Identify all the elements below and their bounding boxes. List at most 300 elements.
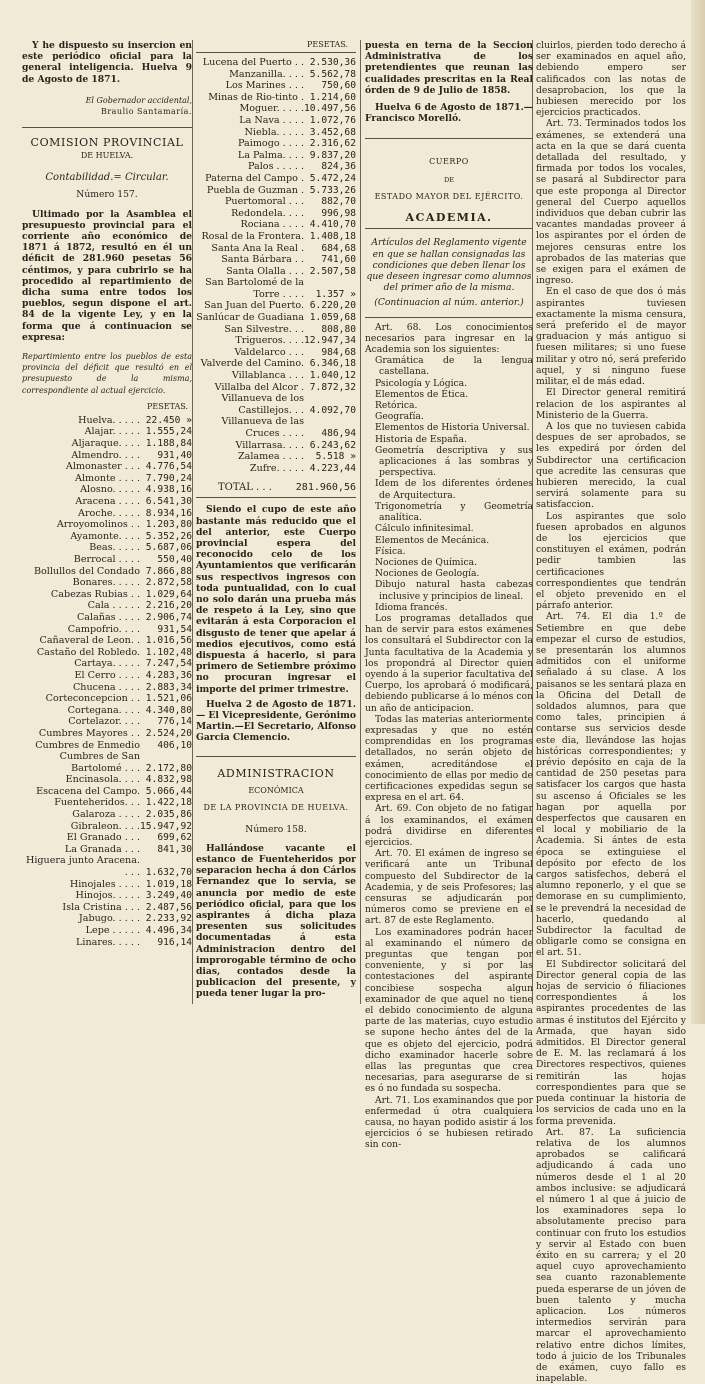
table-row (196, 115, 356, 127)
table-row (22, 774, 192, 786)
town-name: Isla Cristina . . . (62, 901, 141, 913)
total-label: TOTAL . . . (218, 482, 272, 494)
paragraph: Los examinadores podrán hacer al examinando el número de preguntas que tengan por conveniente, y si por las contestaciones del aspirante concibiese sospecha algun examinador de que aquel no tiene el debido conocimiento de alguna parte de las materias, cuyo estudio se supone hecho ántes del de la que es objeto del ejercicio, podrá dicho examinador hacerle sobre ellas las preguntas que crea necesarias, para asegurarse de si es ó no fundada su sospecha. (365, 926, 533, 1095)
table-row (22, 879, 192, 891)
column-rule (360, 40, 361, 1004)
town-name: Santa Olalla . . . (226, 265, 305, 277)
amount: 1.203,80 (145, 519, 192, 531)
town-name: Almonte . . . . (75, 472, 141, 484)
divider (196, 52, 356, 53)
town-name: Hinojos. . . . . (75, 890, 141, 902)
town-name: Los Marines . . . (225, 80, 305, 92)
amount: 6.541,30 (145, 496, 192, 508)
paragraph: Todas las materias anteriormente expresadas y que no estén comprendidas en los programas detallados, no serán objeto de exámen, acreditándose el conocimiento de ellas por medio de certificaciones expedidas segun se expresa en el art. 64. (365, 713, 533, 804)
amount: 2.216,20 (145, 600, 192, 612)
amount: 2.524,20 (145, 727, 192, 739)
table-row (22, 519, 192, 531)
allocation-table (22, 415, 192, 948)
table-row (196, 312, 356, 324)
amount: 841,30 (157, 843, 192, 855)
circular-subtitle: Contabilidad.= Circular. (45, 172, 169, 184)
table-row (22, 508, 192, 520)
amount: 22.450 » (145, 414, 192, 426)
amount: 486,94 (321, 428, 356, 439)
amount: 7.790,24 (145, 472, 192, 484)
amount: 1.422,18 (145, 797, 192, 809)
town-name: Fuenteheridos. . . (54, 797, 141, 809)
column-1 (22, 0, 192, 1024)
town-name: Rosal de la Frontera. (201, 230, 305, 242)
town-name: Aljaraque. . . . (71, 438, 141, 450)
table-row (22, 600, 192, 612)
town-name: Alajar. . . . . (84, 426, 141, 438)
amount: 6.220,20 (309, 300, 356, 312)
divider (196, 756, 356, 757)
town-name: Valverde del Camino. (200, 358, 305, 370)
table-row (22, 658, 192, 670)
amount: 10.497,56 (304, 103, 356, 115)
town-name: Bonares. . . . . (72, 577, 141, 589)
table-row (196, 185, 356, 197)
amount: 741,60 (321, 254, 356, 266)
town-name: Santa Bárbara . . (221, 254, 305, 266)
table-row (196, 254, 356, 266)
table-row (22, 484, 192, 496)
town-name: Calañas . . . . (76, 611, 141, 623)
subject-item: Geometría descriptiva y sus aplicaciones á las sombras y perspectiva. (375, 444, 533, 479)
table-row (196, 219, 356, 231)
notice-signoff: Huelva 6 de Agosto de 1871.— Francisco Morelló. (365, 102, 533, 125)
cuerpo-heading: CUERPO (429, 157, 469, 167)
amount: 1.102,48 (145, 646, 192, 658)
table-row (22, 496, 192, 508)
table-row (22, 682, 192, 694)
amount: 5.518 » (315, 451, 356, 463)
amount: 1.019,18 (145, 878, 192, 890)
table-row (22, 855, 192, 878)
governor-title: El Gobernador accidental, (85, 95, 192, 105)
town-name: Hinojales . . . . (69, 878, 141, 890)
section-heading: COMISION PROVINCIAL (30, 136, 184, 150)
amount: 1.059,68 (309, 312, 356, 324)
amount: 6.243,62 (309, 439, 356, 451)
amount: 4.410,70 (309, 219, 356, 231)
amount: 15.947,92 (140, 820, 192, 832)
admin-subheading: ECONÓMICA (248, 785, 304, 795)
town-name: Escacena del Campo. (36, 785, 141, 797)
unit-header: PESETAS. (307, 40, 348, 49)
amount: 2.507,58 (309, 265, 356, 277)
amount: 2.233,92 (145, 913, 192, 925)
table-row (196, 463, 356, 475)
amount: 3.452,68 (309, 126, 356, 138)
subject-item: Nociones de Química. (375, 556, 477, 568)
table-row (196, 150, 356, 162)
continued-text: puesta en terna de la Seccion Administrativa de los pretendientes que reunan las cualidades prescritas en la Real órden de 9 de Julio de 1858. (365, 40, 533, 96)
divider (365, 228, 533, 229)
amount: 1.072,76 (309, 114, 356, 126)
divider (196, 497, 356, 498)
town-name: Chucena . . . . (72, 681, 141, 693)
table-row (22, 577, 192, 589)
table-row (196, 196, 356, 208)
intro-text: Y he dispuesto su insercion en este periódico oficial para la general inteligencia. Huelva 9 de Agosto de 1871. (22, 40, 192, 85)
table-row (196, 208, 356, 220)
town-name: Santa Ana la Real . (211, 242, 305, 254)
town-name: La Palma. . . . (237, 149, 305, 161)
table-row (22, 751, 192, 774)
table-row (196, 127, 356, 139)
town-name: Cabezas Rubias . . (50, 588, 141, 600)
de-heading: DE (444, 176, 454, 185)
table-row (22, 844, 192, 856)
divider (22, 127, 192, 128)
amount: 2.530,36 (309, 57, 356, 68)
admin-number: Número 158. (245, 823, 307, 835)
town-name: Almendro. . . . (71, 449, 141, 461)
subject-item: Retórica. (375, 400, 418, 412)
section-subheading: DE HUELVA. (80, 151, 134, 161)
amount: 5.352,26 (145, 530, 192, 542)
town-name: Villanueva de las Cruces . . . . (221, 416, 305, 439)
town-name: Niebla. . . . . (244, 126, 305, 138)
town-name: Villanueva de los Castillejos. . . (221, 393, 305, 416)
table-row (22, 426, 192, 438)
amount: 3.249,40 (145, 890, 192, 902)
notice-body: Ultimado por la Asamblea el presupuesto provincial para el corriente año económico de 1871 á 1872, resultó en él un déficit de 281.960 pesetas 56 céntimos, y para cubrirlo se ha procedido al repartimiento de dicha suma entre todos los pueblos, segun dispone el art. 84 de la vigente Ley, y en la forma que á continuacion se expresa: (22, 208, 192, 343)
town-name: Lucena del Puerto . . (202, 57, 305, 68)
admin-heading: ADMINISTRACION (217, 766, 335, 780)
notice-signoff: Huelva 2 de Agosto de 1871.— El Vicepresidente, Gerónimo Martin.—El Secretario, Alfonso Garcia Clemencio. (196, 698, 356, 744)
total-row (196, 482, 356, 493)
column-2 (196, 0, 356, 1024)
table-row (196, 138, 356, 150)
governor-name: Braulio Santamaría. (100, 107, 192, 117)
subject-item: Física. (375, 545, 406, 557)
amount: 996,98 (321, 207, 356, 219)
town-name: Huelva. . . . . (78, 414, 141, 426)
table-row (22, 647, 192, 659)
town-name: Sanlúcar de Guadiana (196, 312, 305, 324)
column-rule (192, 40, 193, 1004)
table-row (22, 925, 192, 937)
subject-item: Idioma francés. (375, 601, 448, 613)
town-name: Arroyomolinos . . (56, 519, 141, 531)
town-name: Campofrio. . . . (67, 623, 141, 635)
amount: 2.872,58 (145, 577, 192, 589)
amount: 12.947,34 (304, 335, 356, 347)
amount: 931,40 (157, 449, 192, 461)
repartimiento-caption: Repartimiento entre los pueblos de esta provincia del déficit que resultó en el presupuesto de la misma, correspondiente al actual ejercicio. (22, 352, 192, 395)
town-name: Ayamonte. . . . (70, 530, 141, 542)
table-row (196, 243, 356, 255)
amount: 4.340,80 (145, 704, 192, 716)
continued-text: cluirlos, pierden todo derecho á ser examinados en aquel año, debiendo empero ser calificados con las notas de desaprobacion, los que la hubiesen merecido por los ejercicios practicados. (536, 40, 686, 119)
amount: 4.776,54 (145, 461, 192, 473)
town-name: Minas de Rio-tinto . (208, 91, 305, 103)
table-row (22, 415, 192, 427)
amount: 824,36 (321, 161, 356, 173)
town-name: Gibraleon. . . . (70, 820, 141, 832)
table-row (196, 57, 356, 69)
table-row (196, 231, 356, 243)
subject-item: Cálculo infinitesimal. (375, 523, 474, 535)
table-row (22, 832, 192, 844)
subject-item: Trigonometría y Geometría analítica. (375, 500, 533, 524)
table-row (196, 69, 356, 81)
table-row (22, 461, 192, 473)
estado-heading: ESTADO MAYOR DEL EJÉRCITO. (374, 192, 524, 202)
amount: 5.066,44 (145, 785, 192, 797)
table-row (22, 670, 192, 682)
subject-item: Dibujo natural hasta cabezas inclusive y principios de lineal. (375, 579, 533, 602)
table-row (22, 821, 192, 833)
amount: 1.408,18 (309, 230, 356, 242)
table-row (22, 554, 192, 566)
town-name: Palos . . . . . (248, 161, 305, 173)
table-row (22, 786, 192, 798)
table-row (196, 80, 356, 92)
town-name: San Silvestre. . . (224, 323, 305, 335)
amount: 406,10 (157, 739, 192, 751)
article-73: Art. 73. Terminados todos los exámenes, se extenderá una acta en la que se dará cuenta detallada del resultado, y firmada por todos los vocales, se pasará al Subdirector para que este proponga al Director general del Cuerpo aquellos individuos que deban cubrir las vacantes mandadas proveer á los aspirantes por el órden de mejores censuras entre los aprobados de las materias que se exigen para el exámen de ingreso. (536, 118, 686, 287)
table-row (22, 589, 192, 601)
town-name: Puertomoral . . . (224, 196, 305, 208)
amount: 750,60 (321, 80, 356, 92)
amount: 2.487,56 (145, 901, 192, 913)
town-name: Encinasola. . . . (65, 774, 141, 786)
town-name: Villarrasa. . . . (235, 439, 305, 451)
town-name: Manzanilla. . . . (229, 68, 305, 80)
subject-item: Gramática de la lengua castellana. (375, 355, 533, 378)
amount: 1.029,64 (145, 588, 192, 600)
amount: 1.040,12 (309, 370, 356, 382)
amount: 4.496,34 (145, 925, 192, 936)
town-name: El Granado . . . (66, 832, 141, 844)
admin-province: DE LA PROVINCIA DE HUELVA. (203, 802, 349, 812)
table-row (22, 450, 192, 462)
amount: 8.934,16 (145, 507, 192, 519)
divider (365, 317, 533, 318)
admin-body: Hallándose vacante el estanco de Fuenteheridos por separacion hecha á don Cárlos Fernandez que lo servia, se anuncia por medio de este periódico oficial, para que los aspirantes á dicha plaza presenten sus solicitudes documentadas á esta Administracion dentro del improrogable término de ocho dias, contados desde la publicacion del presente, y pueda tener lugar la pro- (196, 842, 356, 1000)
article-68: Art. 68. Los conocimientos necesarios para ingresar en la Academia son los siguientes: (365, 321, 533, 356)
town-name: Cumbres de Enmedio (35, 739, 141, 751)
paragraph: Los aspirantes que solo fuesen aprobados en algunos de los ejercicios que constituyen el exámen, podrán pedir tambien las certificaciones correspondientes que tendrán el objeto prevenido en el párrafo anterior. (536, 510, 686, 612)
table-row (22, 809, 192, 821)
table-row (196, 300, 356, 312)
town-name: Berrocal . . . . (73, 554, 141, 565)
town-name: Zufre. . . . . (249, 462, 305, 474)
town-name: San Bartolomé de la Torre . . . . (205, 277, 305, 300)
subject-item: Nociones de Geología. (375, 568, 480, 580)
town-name: Aroche. . . . . (78, 507, 141, 519)
table-row (22, 728, 192, 740)
amount: 2.035,86 (145, 809, 192, 821)
table-row (196, 161, 356, 173)
paragraph: Los programas detallados que han de servir para estos exámenes los consultará el Subdirector con la Junta facultativa de la Academia y los propondrá al Director quien oyendo á la superior facultativa del Cuerpo, los aprobará ó modificará, debiendo publicarse á lo ménos con un año de anticipacion. (365, 612, 533, 714)
column-3 (365, 0, 533, 1151)
paragraph: En el caso de que dos ó más aspirantes tuviesen exactamente la misma censura, será preferido el de mayor graduacion y más antiguo si fuesen militares; si uno fuese militar y otro nó, será preferido aquel, y si ninguno fuese militar, el de más edad. (536, 286, 686, 388)
town-name: Rociana . . . . (240, 219, 305, 231)
amount: 916,14 (157, 936, 192, 948)
article-69: Art. 69. Con objeto de no fatigar á los examinandos, el exámen podrá dividirse en diferentes ejercicios. (365, 803, 533, 848)
table-row (196, 382, 356, 394)
amount: 1.521,06 (145, 693, 192, 705)
town-name: Paimogo . . . . (238, 138, 305, 150)
table-row (196, 370, 356, 382)
amount: 808,80 (321, 323, 356, 335)
town-name: La Granada . . . (64, 843, 141, 855)
town-name: Almonaster . . . (65, 461, 141, 473)
table-row (196, 266, 356, 278)
subject-item: Elementos de Historia Universal. (375, 422, 530, 434)
amount: 984,68 (321, 346, 356, 358)
amount: 5.562,78 (309, 68, 356, 80)
subjects-list (365, 355, 533, 613)
amount: 882,70 (321, 196, 356, 208)
paragraph: El Subdirector solicitará del Director general copia de las hojas de servicio ó filiaciones correspondientes á los aspirantes procedentes de las armas é institutos del Ejército y Armada, que hayan sido admitidos. El Director general de E. M. las reclamará á los Directores respectivos, quienes remitirán las hojas correspondientes para que se pueda continuar la historia de los servicios de cada uno en la forma prevenida. (536, 958, 686, 1127)
table-row (22, 438, 192, 450)
town-name: Castaño del Robledo. (36, 646, 141, 658)
town-name: Aracena . . . . (75, 496, 141, 508)
town-name: El Cerro . . . . (74, 669, 141, 681)
subject-item: Psicología y Lógica. (375, 377, 468, 389)
town-name: San Juan del Puerto. (204, 300, 305, 312)
subject-item: Elementos de Mecánica. (375, 534, 490, 546)
subject-item: Historia de España. (375, 433, 467, 445)
article-87: Art. 87. La suficiencia relativa de los alumnos aprobados se calificará adjudicando á cada uno números desde el 1 al 20 ambos inclusive: se adjudicará el número 1 al que á juicio de los examinadores sepa lo absolutamente preciso para continuar con fruto los estudios y servir al Estado con buen éxito en su carrera; y el 20 aquel cuyo aprovechamiento sea cuanto razonablemente pueda esperarse de un jóven de buen talento y mucha aplicacion. Los números intermedios servirán para marcar el aprovechamiento relativo entre dichos límites, todo á juicio de los Tribunales de exámen, cuyo fallo es inapelable. (536, 1126, 686, 1384)
table-row (22, 740, 192, 752)
amount: 550,40 (157, 554, 192, 565)
table-row (196, 92, 356, 104)
amount: 2.883,34 (145, 681, 192, 693)
amount: 7.247,54 (145, 658, 192, 670)
table-row (22, 937, 192, 949)
article-71: Art. 71. Los examinandos que por enfermedad ú otra cualquiera causa, no hayan podido asistir á los ejercicios ó se hubiesen retirado sin con- (365, 1094, 533, 1151)
subject-item: Geografía. (375, 411, 424, 423)
table-row (22, 913, 192, 925)
town-name: Bollullos del Condado (33, 565, 141, 577)
town-name: Corteconcepcion . . (45, 693, 141, 705)
academia-heading: ACADEMIA. (405, 211, 493, 225)
subject-item: Idem de los diferentes órdenes de Arquitectura. (375, 478, 533, 501)
table-row (196, 103, 356, 115)
continuation-note: (Continuacion al núm. anterior.) (374, 297, 524, 309)
town-name: Linares. . . . . (76, 936, 141, 948)
table-row (22, 693, 192, 705)
town-name: Jabugo. . . . . (78, 913, 141, 925)
table-row (196, 173, 356, 185)
notice-number: Número 157. (76, 189, 138, 201)
town-name: Paterna del Campo . (205, 172, 305, 184)
amount: 4.223,44 (309, 462, 356, 474)
table-row (22, 612, 192, 624)
amount: 6.346,18 (309, 358, 356, 370)
amount: 699,62 (157, 832, 192, 844)
town-name: Lepe . . . . . (85, 925, 141, 936)
amount: 776,14 (157, 716, 192, 728)
amount: 1.016,56 (145, 635, 192, 647)
divider (365, 138, 533, 139)
amount: 5.733,26 (309, 184, 356, 196)
amount: 1.214,60 (309, 91, 356, 103)
total-value: 281.960,56 (295, 482, 356, 494)
amount: 4.938,16 (145, 484, 192, 496)
article-70: Art. 70. El exámen de ingreso se verificará ante un Tribunal compuesto del Subdirector de la Academia, y de seis Profesores; las censuras se adjudicarán por números como se previene en el art. 87 de este Reglamento. (365, 848, 533, 927)
town-name: Cumbres de San Bartolomé . . . (59, 751, 141, 774)
amount: 1.632,70 (145, 867, 192, 879)
amount: 931,54 (157, 623, 192, 635)
town-name: Beas. . . . . (89, 542, 141, 554)
table-row (22, 473, 192, 485)
town-name: Alosno. . . . . (80, 484, 141, 496)
town-name: Valdelarco . . . (234, 346, 305, 358)
town-name: Galaroza . . . . (72, 809, 141, 821)
paragraph: A los que no tuviesen cabida despues de ser aprobados, se les expedirá por órden del Subdirector una certificacion que acredite las censuras que hubieren merecido, la cual servirá solamente para su satisfaccion. (536, 420, 686, 511)
amount: 2.172,80 (145, 762, 192, 774)
town-name: Puebla de Guzman . (206, 184, 305, 196)
table-row (22, 797, 192, 809)
amount: 4.092,70 (309, 404, 356, 416)
unit-header: PESETAS. (147, 401, 188, 411)
town-name: Cortegana. . . . (67, 704, 141, 716)
table-row (22, 705, 192, 717)
table-row (22, 542, 192, 554)
table-row (22, 566, 192, 578)
paragraph: El Director general remitirá relacion de los aspirantes al Ministerio de la Guerra. (536, 387, 686, 421)
amount: 7.866,88 (145, 565, 192, 577)
page-edge (691, 0, 705, 1024)
table-row (22, 635, 192, 647)
town-name: Trigueros. . . . (235, 335, 305, 347)
column-4 (536, 0, 686, 1384)
amount: 9.837,20 (309, 149, 356, 161)
amount: 1.357 » (315, 288, 356, 300)
table-row (196, 358, 356, 370)
table-row (196, 393, 356, 416)
articles-caption: Artículos del Reglamento vigente en que se hallan consignadas las condiciones que deben llenar los que deseen ingresar como alumnos del primer año de la misma. (366, 237, 532, 294)
table-row (196, 324, 356, 336)
amount: 7.872,32 (309, 381, 356, 393)
table-row (22, 716, 192, 728)
town-name: Cartaya. . . . . (74, 658, 141, 670)
allocation-table (196, 57, 356, 474)
town-name: La Nava . . . . (239, 114, 305, 126)
amount: 1.555,24 (145, 426, 192, 438)
town-name: Cumbres Mayores . . (38, 727, 141, 739)
town-name: Cañaveral de Leon. . (39, 635, 141, 647)
subject-item: Elementos de Ética. (375, 388, 469, 400)
table-row (196, 277, 356, 300)
amount: 1.188,84 (145, 438, 192, 450)
amount: 4.832,98 (145, 774, 192, 786)
table-row (196, 416, 356, 439)
town-name: Cala . . . . . (87, 600, 141, 612)
town-name: Redondela. . . . (231, 207, 305, 219)
town-name: Villablanca . . . (231, 370, 305, 382)
amount: 5.687,06 (145, 542, 192, 554)
town-name: Zalamea . . . . (237, 451, 305, 463)
table-row (196, 347, 356, 359)
town-name: Villalba del Alcor . (214, 381, 305, 393)
table-row (22, 531, 192, 543)
table-row (196, 335, 356, 347)
amount: 5.472,24 (309, 172, 356, 184)
article-74: Art. 74. El dia 1.º de Setiembre en que debe empezar el curso de estudios, se presentarán los alumnos admitidos con el uniforme señalado á su clase. A los paisanos se les sentará plaza en la Oficina del Detall de soldados alumnos, para que como tales, principien á contarse sus servicios desde este dia, llevándose las hojas históricas correspondientes; y prévio depósito en caja de la cantidad de 250 pesetas para satisfacer los cargos que hasta su ascenso á Oficiales se les hagan por aquella por desperfectos que causaren en el local y mobiliario de la Academia. Si ántes de esta época se extinguiese el depósito por efecto de los cargos satisfechos, deberá el alumno reponerlo, y el que se demorase en su cumplimiento, se le prevendrá la necesidad de hacerlo, quedando al Subdirector la facultad de obligarle como se consigna en el art. 51. (536, 611, 686, 959)
table-row (196, 440, 356, 452)
amount: 4.283,36 (145, 669, 192, 681)
table-row (196, 451, 356, 463)
